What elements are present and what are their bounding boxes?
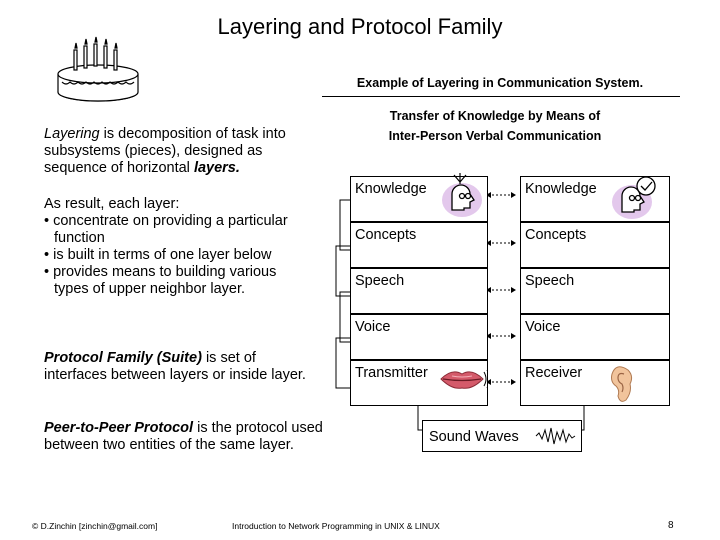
peer-protocol-text: is the protocol used between two entities of the same layer. [44,420,323,453]
thinker-head-icon [610,172,660,224]
bullet-item: • provides means to building various types of upper neighbor layer. [44,264,277,297]
medium-label: Sound Waves [429,429,519,445]
term-protocol-family: Protocol Family (Suite) [44,350,202,366]
lips-icon [438,366,488,392]
layer-label: Voice [355,319,391,335]
footer-author: © D.Zinchin [zinchin@gmail.com] [32,521,158,531]
layer-concepts-right [520,222,670,268]
protocol-family-text: is set of interfaces between layers or inside layer. [44,350,306,383]
diagram-title-line1: Transfer of Knowledge by Means of [389,109,601,123]
ear-icon [606,362,636,406]
layer-label: Speech [525,273,575,289]
layer-voice-right [520,314,670,360]
layer-label: Voice [525,319,561,335]
term-layers: layers. [193,160,240,176]
layer-concepts-left [350,222,488,268]
layer-receiver [520,360,670,406]
diagram-title-line2: Inter-Person Verbal Communication [388,129,602,143]
layer-label: Knowledge [355,181,427,197]
term-peer-protocol: Peer-to-Peer Protocol [44,420,194,436]
bullet-item: • concentrate on providing a particular function [44,213,288,246]
layer-speech-right [520,268,670,314]
layer-label: Concepts [355,227,417,243]
layer-properties-intro: As result, each layer: [44,196,180,212]
sound-wave-icon [534,424,576,448]
layer-speech-left [350,268,488,314]
layer-label: Speech [355,273,405,289]
page-number: 8 [668,520,674,531]
layer-label: Transmitter [355,365,428,381]
example-heading: Example of Layering in Communication System. [356,76,644,90]
slide-title: Layering and Protocol Family [217,14,503,39]
layer-voice-left [350,314,488,360]
thinker-head-icon [440,170,484,222]
layering-text: is decomposition of task into subsystems (pieces), designed as sequence of horizontal [44,126,286,176]
layer-label: Knowledge [525,181,597,197]
layer-label: Concepts [525,227,587,243]
bullet-item: • is built in terms of one layer below [44,247,272,263]
footer-course: Introduction to Network Programming in UNIX & LINUX [232,521,440,531]
layer-label: Receiver [525,365,583,381]
term-layering: Layering [44,126,100,142]
